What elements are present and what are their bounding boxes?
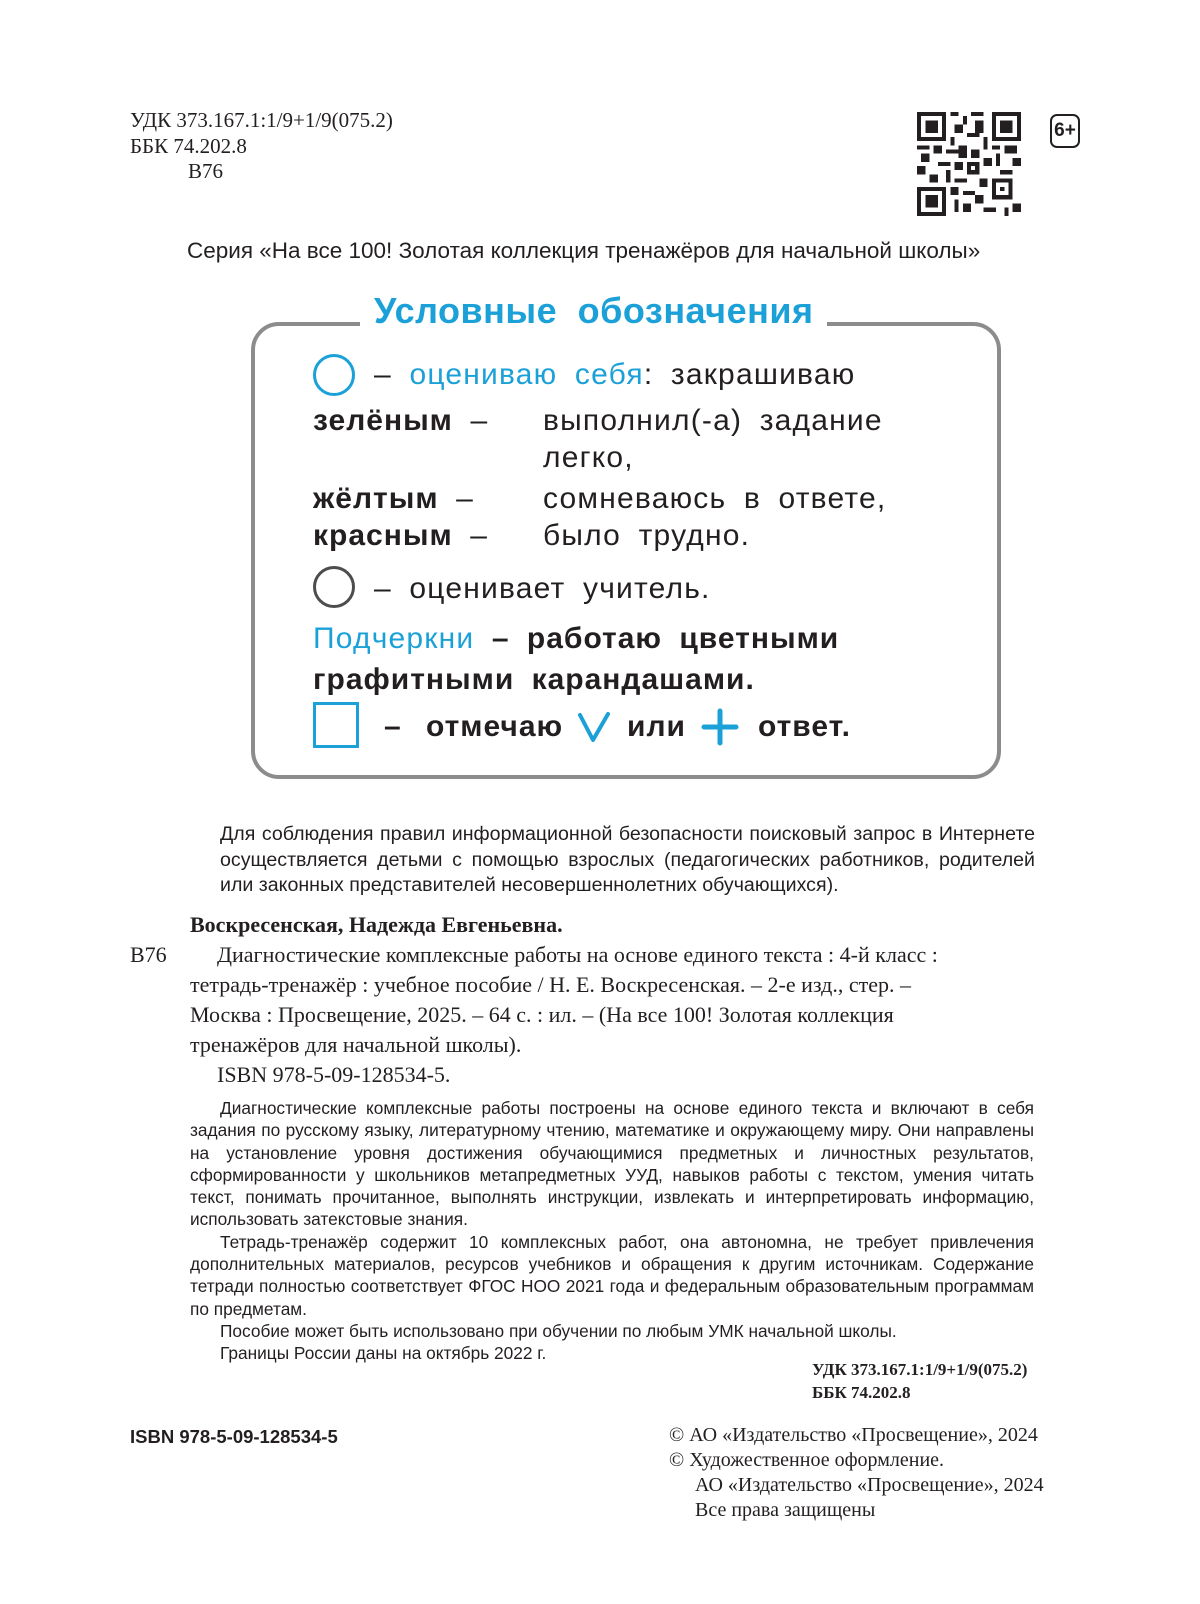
author-mark: В76 xyxy=(188,159,224,183)
copyright-line: © АО «Издательство «Просвещение», 2024 xyxy=(669,1424,1038,1446)
plus-icon xyxy=(701,708,739,746)
color-red-name: красным – xyxy=(313,519,489,552)
underline-word: Подчеркни xyxy=(313,622,475,655)
mark-dash: – xyxy=(384,710,402,743)
bib-line-2: тетрадь-тренажёр : учебное пособие / Н. Е. Воскресенская. – 2-е изд., стер. – xyxy=(190,972,911,997)
dash: – xyxy=(374,358,392,391)
bib-line-4: тренажёров для начальной школы). xyxy=(190,1032,522,1057)
teacher-circle-icon xyxy=(313,566,355,608)
bib-mark: В76 xyxy=(130,942,167,967)
series-title: Серия «На все 100! Золотая коллекция тренажёров для начальной школы» xyxy=(187,238,981,263)
color-green-meaning: выполнил(-а) задание xyxy=(543,404,883,437)
age-rating-badge: 6+ xyxy=(1050,114,1080,148)
bib-isbn: ISBN 978-5-09-128534-5. xyxy=(217,1062,451,1087)
safety-notice: Для соблюдения правил информационной безопасности поисковый запрос в Интернете осуществляется детьми с помощью взрослых (педагогических работников, родителей или законных представителей несовершеннолетних обучающихся). xyxy=(220,823,1035,896)
self-assess-circle-icon xyxy=(313,354,355,396)
bib-line-3: Москва : Просвещение, 2025. – 64 с. : ил. – (На все 100! Золотая коллекция xyxy=(190,1002,894,1027)
check-mark-icon xyxy=(577,710,611,744)
color-red-meaning: было трудно. xyxy=(543,519,751,552)
annotation xyxy=(190,1097,1034,1365)
bib-line-1: Диагностические комплексные работы на основе единого текста : 4-й класс : xyxy=(217,942,938,967)
answer-square-icon xyxy=(313,702,359,748)
copyright-block xyxy=(669,1423,1044,1523)
footer-udk: УДК 373.167.1:1/9+1/9(075.2) xyxy=(812,1360,1028,1379)
color-yellow-name: жёлтым – xyxy=(313,482,474,515)
mark-word: отмечаю xyxy=(426,710,564,743)
color-yellow-meaning: сомневаюсь в ответе, xyxy=(543,482,887,515)
annotation-paragraph: Границы России даны на октябрь 2022 г. xyxy=(220,1343,547,1364)
mark-answer: ответ. xyxy=(758,710,851,743)
qr-code-icon xyxy=(917,112,1021,216)
bib-author: Воскресенская, Надежда Евгеньевна. xyxy=(190,912,563,937)
annotation-paragraph: Диагностические комплексные работы построены на основе единого текста и включают в себя задания по русскому языку, литературному чтению, математике и окружающему миру. Они направлены на установление уровня достижения обучающимися предметных и личностных результатов, сформированности у школьников метапредметных УУД, навыков работы с текстом, умения читать текст, понимать прочитанное, выполнять инструкции, извлекать и интерпретировать информацию, использовать затекстовые знания. xyxy=(190,1098,1034,1230)
self-assess-text: : закрашиваю xyxy=(643,358,856,391)
catalog-header xyxy=(130,108,393,185)
udk-code: УДК 373.167.1:1/9+1/9(075.2) xyxy=(130,108,393,132)
footer-isbn: ISBN 978-5-09-128534-5 xyxy=(130,1426,338,1447)
legend-title: Условные обозначения xyxy=(360,290,827,332)
footer-bbk: ББК 74.202.8 xyxy=(812,1383,911,1402)
underline-text: – работаю цветными xyxy=(491,622,840,655)
self-assess-line xyxy=(374,358,855,392)
footer-catalog xyxy=(812,1358,1027,1404)
color-green-meaning-cont: легко, xyxy=(543,441,634,474)
mark-or: или xyxy=(627,710,686,743)
annotation-paragraph: Тетрадь-тренажёр содержит 10 комплексных работ, она автономна, не требует привлечения дополнительных материалов, ресурсов учебников и обращения к другим источникам. Содержание тетради полностью соответствует ФГОС НОО 2021 года и федеральным образовательным программам по предметам. xyxy=(190,1231,1034,1319)
annotation-paragraph: Пособие может быть использовано при обучении по любым УМК начальной школы. xyxy=(220,1320,897,1341)
copyright-line: АО «Издательство «Просвещение», 2024 xyxy=(695,1474,1044,1496)
color-green-name: зелёным – xyxy=(313,404,489,437)
rights-reserved: Все права защищены xyxy=(695,1499,876,1521)
underline-line xyxy=(313,622,839,656)
copyright-line: © Художественное оформление. xyxy=(669,1449,945,1471)
bbk-code: ББК 74.202.8 xyxy=(130,133,247,158)
teacher-line: – оценивает учитель. xyxy=(374,572,711,605)
underline-line-2: графитными карандашами. xyxy=(313,663,755,696)
self-assess-label: оцениваю себя xyxy=(409,358,644,391)
